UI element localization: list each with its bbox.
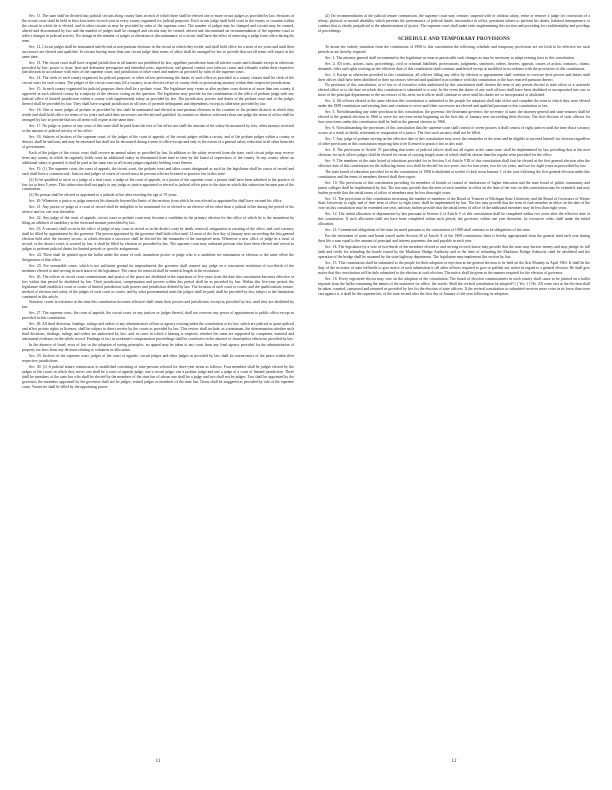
section-paragraph: Sec. 11. The provisions of this constitution increasing the number of members of the Board of Trustees of Michigan State University and the Board of Governors of Wayne State University to eight, and of their term of office to eight years, shall be implemented by law. The law may provide that the term of each member in office on the date of the vote on this constitution may be extended one year, and may further provide that the initial terms of office of the additional members may be less than eight years. <box>318 196 590 211</box>
section-paragraph: Sec. 14. The legislature by a vote of two-thirds of the members elected to and serving in each house may provide that the state may borrow money and may pledge its full faith and credit for refunding the bonds issued by the Mackinac Bridge Authority and at the time of refunding the Mackinac Bridge Authority shall be abolished and the operation of the bridge shall be assumed by the state highway department. The legislature may implement this section by law. <box>318 245 590 259</box>
schedule-heading: SCHEDULE AND TEMPORARY PROVISIONS <box>398 36 510 42</box>
section-paragraph: Sec. 29. Justices of the supreme court, judges of the court of appeals, circuit judges and other judges as provided by law shall be conservators of the peace within their respective jurisdictions. <box>22 354 294 363</box>
section-paragraph: Sec. 7. Any judge of probate serving on the effective date of this constitution may serve the remainder of the term and be eligible to succeed himself for election regardless of other provisions in this constitution requiring him to be licensed to practice law in this state. <box>318 137 590 146</box>
section-paragraph: For the retirement of notes and bonds issued under Section 26 of Article X of the 1908 constitution, there is hereby appropriated from the general fund each year during their life a sum equal to the amount of principal and interest payments due and payable in each year. <box>318 234 590 244</box>
section-paragraph: Sec. 9. The members of the state board of education provided for in Section 3 of Article VIII of this constitution shall first be elected at the first general election after the effective date of this constitution for the following terms: two shall be elected for two years, two for four years, two for six years, and two for eight years as prescribed by law. <box>318 158 590 168</box>
section-paragraph: Sec. 23. A vacancy shall occur in the office of judge of any court of record or in the district court by death, removal, resignation or vacating of the office, and such vacancy shall be filled by appointment by the governor. The person appointed by the governor shall hold office until 12 noon of the first day of January next succeeding the first general election held after the vacancy occurs, at which election a successor shall be elected for the remainder of the unexpired term. Whenever a new office of judge in a court of record, or the district court, is created by law, it shall be filled by election as provided by law. The supreme court may authorize persons who have been elected and served as judges to perform judicial duties for limited periods or specific assignments. <box>22 227 294 251</box>
section-paragraph: Sec. 8. The provisions of Article VI providing that terms of judicial offices shall not all expire at the same time, shall be implemented by law providing that at the next elections for such offices judges shall be elected for terms of varying length, none of which shall be shorter than the regular term provided for the office. <box>318 147 590 157</box>
section-paragraph: Sec. 28. All final decisions, findings, rulings and orders of any administrative officer or agency existing under the constitution or by law, which are judicial or quasi-judicial and affect private rights or licenses, shall be subject to direct review by the courts as provided by law. This review shall include, as a minimum, the determination whether such final decisions, findings, rulings and orders are authorized by law; and, in cases in which a hearing is required, whether the same are supported by competent, material and substantial evidence on the whole record. Findings of fact in workmen's compensation proceedings shall be conclusive in the absence of fraud unless otherwise provided by law. <box>22 322 294 342</box>
page-number-left: 11 <box>155 759 161 764</box>
page-number-right: 12 <box>451 759 457 764</box>
section-paragraph: Sec. 2. All writs, actions, suits, proceedings, civil or criminal liabilities, prosecutions, judgments, sentences, orders, decrees, appeals, causes of action, contracts, claims, demands, titles and rights existing on the effective date of this constitution shall continue unaffected except as modified in accordance with the provisions of this constitution. <box>318 61 590 71</box>
section-paragraph: To insure the orderly transition from the constitution of 1908 to this constitution the following schedule and temporary provisions are set forth to be effective for such periods as are thereby required. <box>318 44 590 54</box>
section-paragraph: Sec. 27. The supreme court, the court of appeals, the circuit court, or any justices or judges thereof, shall not exercise any power of appointment to public office except as provided in this constitution. <box>22 311 294 321</box>
right-column <box>318 14 590 754</box>
section-paragraph: (2) On recommendation of the judicial tenure commission, the supreme court may censure, suspend with or without salary, retire or remove a judge for conviction of a felony, physical or mental disability which prevents the performance of judicial duties, misconduct in office, persistent failure to perform his duties, habitual intemperance or conduct that is clearly prejudicial to the administration of justice. The supreme court shall make rules implementing this section and providing for confidentiality and privilege of proceedings. <box>318 14 590 33</box>
section-paragraph: The state board of education provided for in the constitution of 1908 is abolished at twelve o'clock noon January 1 of the year following the first general election under this constitution and the terms of members thereof shall then expire. <box>318 169 590 179</box>
section-paragraph: Each of the judges of the circuit court shall receive an annual salary as provided by law. In addition to the salary received from the state, each circuit judge may receive from any county in which he regularly holds court an additional salary as determined from time to time by the board of supervisors of the county. In any county where an additional salary is granted, it shall be paid at the same rate to all circuit judges regularly holding court therein. <box>22 150 294 165</box>
section-paragraph: Sec. 15. In each county organized for judicial purposes there shall be a probate court. The legislature may create or alter probate court districts of more than one county if approved in each affected county by a majority of the electors voting on the question. The legislature may provide for the combination of the office of probate judge with any judicial office of limited jurisdiction within a county with supplemental salary as provided by law. The jurisdiction, powers and duties of the probate court and of the judges thereof shall be provided by law. They shall have original jurisdiction in all cases of juvenile delinquents and dependents, except as otherwise provided by law. <box>22 87 294 107</box>
section-paragraph: Sec. 4. All officers elected at the same election this constitution is submitted to the people for adoption shall take office and complete the term to which they were elected under the 1908 constitution and existing laws and continue to serve until their successors are elected and qualified pursuant to this constitution or law. <box>318 99 590 109</box>
section-paragraph: Sec. 12. Circuit judges shall be nominated and elected at non-partisan elections in the circuit in which they reside, and shall hold office for a term of six years and until their successors are elected and qualified. In circuits having more than one circuit judge their terms of office shall be arranged by law to provide that not all terms will expire at the same time. <box>22 44 294 59</box>
section-paragraph: Sec. 14. The clerk of each county organized for judicial purposes or other officer performing the duties of such office as provided in a county charter shall be clerk of the circuit court for such county. The judges of the circuit court may fill a vacancy in an elective office of county clerk or prosecuting attorney within their respective jurisdictions. <box>22 76 294 86</box>
section-paragraph: Sec. 11. The state shall be divided into judicial circuits along county lines in each of which there shall be elected one or more circuit judges as provided by law. Sessions of the circuit court shall be held at least four times in each year in every county organized for judicial purposes. Each circuit judge shall hold court in the county or counties within the circuit in which he is elected, and in other circuits as may be provided by rules of the supreme court. The number of judges may be changed and circuits may be created, altered and discontinued by law and the number of judges shall be changed and circuits may be created, altered and discontinued on recommendation of the supreme court to reflect changes in judicial activity. No change in the number of judges or alteration or discontinuance of a circuit shall have the effect of removing a judge from office during his term. <box>22 14 294 43</box>
section-paragraph: No provision of this constitution, or of law or of executive order authorized by this constitution shall shorten the term of any person elected to state office or a statewide elected office or to the date on which this constitution is submitted to a vote. In the event the duties of any such officers shall have been abolished or incorporated into one or more of the principal departments or the successors of his term, such officer shall continue to serve until his duties are so incorporated or abolished. <box>318 83 590 98</box>
section-paragraph: (2) To be qualified to serve as a judge of a trial court, a judge of the court of appeals, or a justice of the supreme court, a person shall have been admitted to the practice of law for at least 5 years. This subsection shall not apply to any judge or justice appointed or elected to judicial office prior to the date on which this subsection became part of the constitution. <box>22 177 294 192</box>
document-page <box>22 14 590 776</box>
section-paragraph: Sec. 5. Notwithstanding any other provision in this constitution, the governor, the lieutenant governor, the secretary of state, the attorney general and state senators shall be elected at the general election in 1966 to serve for two-year terms beginning on the first day of January next succeeding their election. The first election of such officers for four-year terms under this constitution shall be held at the general election in 1966. <box>318 110 590 125</box>
section-paragraph: Sec. 10. The provisions of this constitution providing for members of boards of control of institutions of higher education and the state board of public community and junior colleges shall be implemented by law. The law may provide that the term of each member in office on the date of the vote on this constitution may be extended, and may further provide that the initial terms of office of members may be less than eight years. <box>318 180 590 195</box>
section-paragraph: Sec. 15. This constitution shall be submitted to the people for their adoption or rejection at the general election to be held on the first Monday in April 1963. It shall be the duty of the secretary of state forthwith to give notice of such submission to all other officers required to give or publish any notice in regard to a general election. He shall give notice that this constitution will be duly submitted to the electors at such election. The notice shall be given in the manner required for the election of governor. <box>318 260 590 275</box>
section-paragraph: Sec. 16. One or more judges of probate as provided by law shall be nominated and elected at non-partisan elections in the counties or the probate districts in which they reside and shall hold office for terms of six years and until their successors are elected and qualified. In counties or districts with more than one judge the terms of office shall be arranged by law to provide that not all terms will expire at the same time. <box>22 108 294 123</box>
section-paragraph: Sec. 26. The offices of circuit court commissioner and justice of the peace are abolished at the expiration of five years from the date this constitution becomes effective or less within that period be abolished by law. Their jurisdiction, compensation and powers within this period shall be as provided by law. Within this five-year period, the legislature shall establish a court or courts of limited jurisdiction with powers and jurisdiction defined by law. The location of such court or courts, and the qualifications, tenure, method of election and salary of the judges of such court or courts, and by what governmental units the judges shall be paid, shall be provided by law, subject to the limitations contained in this article. <box>22 274 294 299</box>
section-paragraph: Sec. 1. The attorney general shall recommend to the legislature as soon as practicable such changes as may be necessary to adapt existing laws to this constitution. <box>325 55 575 60</box>
section-paragraph: Sec. 17. No judge or justice of any court of this state shall be paid from the fees of his office nor shall the amount of his salary be measured by fees, other moneys received or the amount of judicial activity of his office. <box>22 124 294 133</box>
section-paragraph: Sec. 13. Commercial obligations of the state incurred pursuant to the constitution of 1908 shall continue to be obligations of the state. <box>325 228 531 233</box>
section-paragraph: Sec. 24. There shall be printed upon the ballot under the name of each incumbent justice or judge who is a candidate for nomination or election to the same office the designation of that office. <box>22 252 294 262</box>
section-paragraph: Sec. 3. Except as otherwise provided in this constitution, all officers filling any office by election or appointment shall continue to exercise their powers and duties until their offices shall have been abolished or their successors selected and qualified in accordance with this constitution or the laws enacted pursuant thereto. <box>318 72 590 82</box>
section-paragraph: Sec. 25. For reasonable cause, which is not sufficient ground for impeachment, the governor shall remove any judge on a concurrent resolution of two-thirds of the members elected to and serving in each house of the legislature. The cause for removal shall be stated at length in the resolution. <box>22 263 294 273</box>
section-paragraph: Sec. 12. The initial allocation of departments by law pursuant to Section 2 of Article V of this constitution shall be completed within two years after the effective date of this constitution. If such allocation shall not have been completed within such period, the governor, within one year thereafter, by executive order, shall make the initial allocation. <box>318 212 590 227</box>
left-column <box>22 14 294 754</box>
section-paragraph: Sec. 6. Notwithstanding the provisions of this constitution that the supreme court shall consist of seven justices it shall consist of eight justices until the time that a vacancy occurs as a result of death, retirement or resignation of a justice. The first such vacancy shall not be filled. <box>318 126 590 136</box>
section-paragraph: Sec. 30. (1) A judicial tenure commission is established consisting of nine persons selected for three-year terms as follows: Four members shall be judges elected by the judges of the courts in which they serve; one shall be a court of appeals judge, one a circuit judge, one a probate judge and one a judge of a court of limited jurisdiction. Three shall be members of the state bar who shall be elected by the members of the state bar of whom one shall be a judge and two shall not be judges. Two shall be appointed by the governor; the members appointed by the governor shall not be judges, retired judges or members of the state bar. Terms shall be staggered as provided by rule of the supreme court. Vacancies shall be filled by the appointing power. <box>22 364 294 389</box>
section-paragraph: Sec. 22. Any judge of the court of appeals, circuit court or probate court may become a candidate in the primary election for the office of which he is the incumbent by filing an affidavit of candidacy in the form and manner prescribed by law. <box>22 216 294 226</box>
section-paragraph: Statutory courts in existence at the time this constitution becomes effective shall retain their powers and jurisdiction, except as provided by law, until they are abolished by law. <box>22 300 294 310</box>
section-paragraph: Sec. 13. The circuit court shall have original jurisdiction in all matters not prohibited by law; appellate jurisdiction from all inferior courts and tribunals except as otherwise provided by law; power to issue, hear and determine prerogative and remedial writs; supervisory and general control over inferior courts and tribunals within their respective jurisdictions in accordance with rules of the supreme court; and jurisdiction of other cases and matters as provided by rules of the supreme court. <box>22 60 294 75</box>
section-paragraph: Sec. 21. Any justice or judge of a court of record shall be ineligible to be nominated for or elected to an elective office other than a judicial office during the period of his service and for one year thereafter. <box>22 205 294 215</box>
section-paragraph: In the absence of fraud, error of law or the adoption of wrong principles, no appeal may be taken to any court from any final agency provided for the administration of property tax laws from any decision relating to valuation or allocation. <box>22 343 294 353</box>
section-paragraph: Sec. 16. Every registered elector may vote on the adoption of the constitution. The board of election commissioners in each county shall cause to be printed on a ballot separate from the ballot containing the names of the nominees for office, the words: Shall the revised constitution be adopted? ( ) Yes. ( ) No. All votes cast at the election shall be taken, counted, canvassed and returned as provided by law for the election of state officers. If the revised constitution so submitted receives more votes in its favor than were cast against it, it shall be the supreme law of the state on and after the first day of January of the year following its adoption. <box>318 276 590 296</box>
section-paragraph: Sec. 20. Whenever a justice or judge removes his domicile beyond the limits of the territory from which he was elected or appointed he shall have vacated his office. <box>29 199 283 204</box>
section-paragraph: Sec. 19. (1) The supreme court, the court of appeals, the circuit court, the probate court and other courts designated as such by the legislature shall be courts of record and each shall have a common seal. Justices and judges of courts of record must be persons who are licensed to practice law in this state. <box>22 166 294 176</box>
section-paragraph: Sec. 18. Salaries of justices of the supreme court, of the judges of the court of appeals, of the circuit judges within a circuit, and of the probate judges within a county or district, shall be uniform, and may be increased but shall not be decreased during a term of office except and only to the extent of a general salary reduction in all other branches of government. <box>22 134 294 149</box>
section-paragraph: (3) No person shall be elected or appointed to a judicial office after reaching the age of 70 years. <box>29 193 178 198</box>
